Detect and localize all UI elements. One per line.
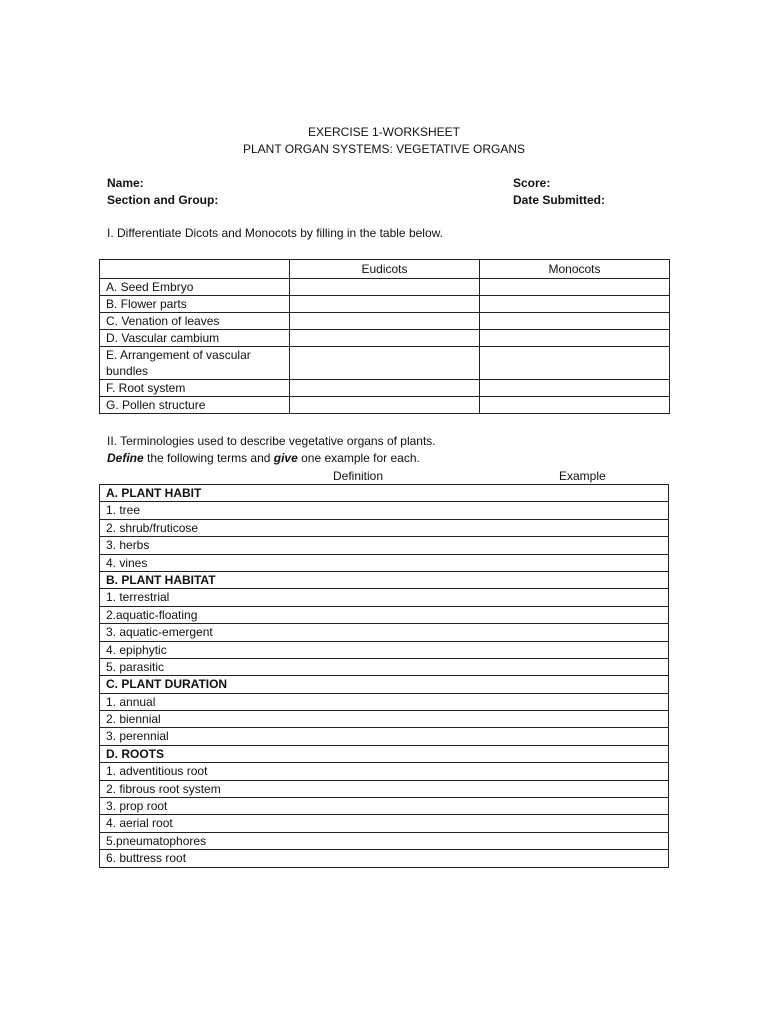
term-row[interactable] xyxy=(100,641,669,658)
example-column-label: Example xyxy=(559,469,606,483)
row-label: F. Root system xyxy=(100,380,290,397)
name-label: Name: xyxy=(107,176,144,190)
term-label: 2. biennial xyxy=(100,711,669,728)
term-label: 4. aerial root xyxy=(100,815,669,832)
section-group-label: Section and Group: xyxy=(107,193,219,207)
term-row[interactable] xyxy=(100,589,669,606)
term-label: 6. buttress root xyxy=(100,850,669,867)
table-row xyxy=(100,347,670,380)
dicot-monocot-table xyxy=(99,259,670,414)
date-submitted-label: Date Submitted: xyxy=(513,193,606,207)
header-monocots: Monocots xyxy=(480,260,670,279)
category-row xyxy=(100,485,669,502)
term-row[interactable] xyxy=(100,728,669,745)
table-row xyxy=(100,313,670,330)
term-row[interactable] xyxy=(100,658,669,675)
term-label: 5. parasitic xyxy=(100,658,669,675)
monocots-answer-cell[interactable] xyxy=(480,380,670,397)
instr-mid: the following terms and xyxy=(143,451,274,465)
term-row[interactable] xyxy=(100,502,669,519)
monocots-answer-cell[interactable] xyxy=(480,296,670,313)
row-label: B. Flower parts xyxy=(100,296,290,313)
category-row xyxy=(100,571,669,588)
term-row[interactable] xyxy=(100,606,669,623)
instr-give: give xyxy=(273,451,298,465)
term-label: 1. adventitious root xyxy=(100,763,669,780)
term-row[interactable] xyxy=(100,554,669,571)
monocots-answer-cell[interactable] xyxy=(480,313,670,330)
term-row[interactable] xyxy=(100,832,669,849)
monocots-answer-cell[interactable] xyxy=(480,279,670,296)
term-row[interactable] xyxy=(100,624,669,641)
term-label: 2. fibrous root system xyxy=(100,780,669,797)
terminology-table xyxy=(99,484,669,868)
row-label: D. Vascular cambium xyxy=(100,330,290,347)
term-label: 4. vines xyxy=(100,554,669,571)
term-row[interactable] xyxy=(100,711,669,728)
term-row[interactable] xyxy=(100,780,669,797)
term-row[interactable] xyxy=(100,763,669,780)
definition-column-label: Definition xyxy=(333,469,384,483)
eudicots-answer-cell[interactable] xyxy=(290,380,480,397)
monocots-answer-cell[interactable] xyxy=(480,330,670,347)
term-label: 3. aquatic-emergent xyxy=(100,624,669,641)
part2-instructions xyxy=(107,450,420,467)
part2-heading: II. Terminologies used to describe vegetative organs of plants. xyxy=(107,434,436,448)
term-label: 2.aquatic-floating xyxy=(100,606,669,623)
title-line-2: PLANT ORGAN SYSTEMS: VEGETATIVE ORGANS xyxy=(242,142,526,156)
term-row[interactable] xyxy=(100,537,669,554)
term-label: 3. prop root xyxy=(100,798,669,815)
row-label: A. Seed Embryo xyxy=(100,279,290,296)
instr-define: Define xyxy=(107,451,144,465)
category-label: C. PLANT DURATION xyxy=(100,676,669,693)
term-label: 1. terrestrial xyxy=(100,589,669,606)
eudicots-answer-cell[interactable] xyxy=(290,397,480,414)
term-label: 3. perennial xyxy=(100,728,669,745)
term-row[interactable] xyxy=(100,850,669,867)
table-row xyxy=(100,397,670,414)
eudicots-answer-cell[interactable] xyxy=(290,313,480,330)
term-row[interactable] xyxy=(100,798,669,815)
row-label: G. Pollen structure xyxy=(100,397,290,414)
category-row xyxy=(100,745,669,762)
term-label: 5.pneumatophores xyxy=(100,832,669,849)
eudicots-answer-cell[interactable] xyxy=(290,296,480,313)
term-label: 1. annual xyxy=(100,693,669,710)
score-label: Score: xyxy=(513,176,551,190)
worksheet-title xyxy=(0,124,768,158)
instr-end: one example for each. xyxy=(297,451,420,465)
title-line-1: EXERCISE 1-WORKSHEET xyxy=(307,125,461,139)
category-label: B. PLANT HABITAT xyxy=(100,571,669,588)
term-row[interactable] xyxy=(100,815,669,832)
term-label: 3. herbs xyxy=(100,537,669,554)
monocots-answer-cell[interactable] xyxy=(480,397,670,414)
table-row xyxy=(100,279,670,296)
table-header-row xyxy=(100,260,670,279)
eudicots-answer-cell[interactable] xyxy=(290,330,480,347)
term-row[interactable] xyxy=(100,693,669,710)
term-label: 4. epiphytic xyxy=(100,641,669,658)
category-label: A. PLANT HABIT xyxy=(100,485,669,502)
table-row xyxy=(100,330,670,347)
term-row[interactable] xyxy=(100,519,669,536)
monocots-answer-cell[interactable] xyxy=(480,347,670,380)
row-label: C. Venation of leaves xyxy=(100,313,290,330)
row-label: E. Arrangement of vascular bundles xyxy=(100,347,290,380)
category-row xyxy=(100,676,669,693)
table-row xyxy=(100,296,670,313)
part1-heading: I. Differentiate Dicots and Monocots by filling in the table below. xyxy=(107,226,443,240)
category-label: D. ROOTS xyxy=(100,745,669,762)
header-eudicots: Eudicots xyxy=(290,260,480,279)
header-blank-cell xyxy=(100,260,290,279)
term-label: 1. tree xyxy=(100,502,669,519)
eudicots-answer-cell[interactable] xyxy=(290,347,480,380)
eudicots-answer-cell[interactable] xyxy=(290,279,480,296)
table-row xyxy=(100,380,670,397)
term-label: 2. shrub/fruticose xyxy=(100,519,669,536)
